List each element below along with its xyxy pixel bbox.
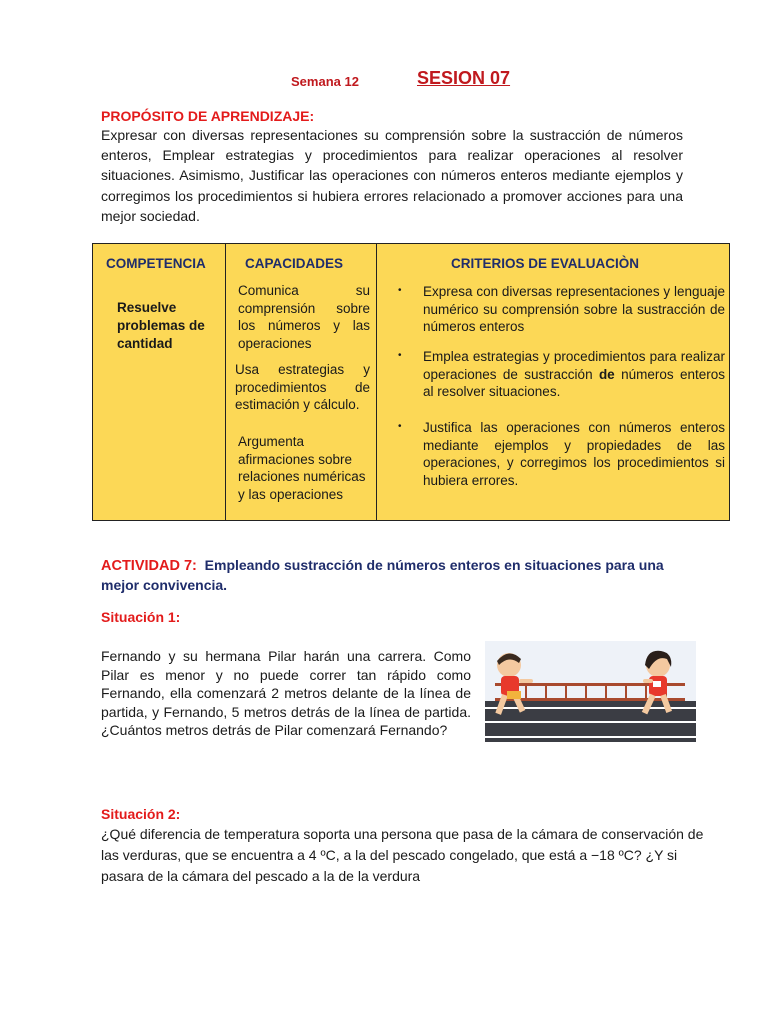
bullet-icon: • [398, 421, 402, 432]
competency-table [92, 243, 730, 521]
purpose-text: Expresar con diversas representaciones su comprensión sobre la sustracción de números enteros, Emplear estrategias y procedimientos para realizar operaciones al resolver situaciones. Asimismo, Justificar las operaciones con números enteros mediante ejemplos y corregimos los procedimientos si hubiera errores relacionado a promover acciones para una mejor sociedad. [101, 127, 683, 224]
situation2-text: ¿Qué diferencia de temperatura soporta una persona que pasa de la cámara de conservación de las verduras, que se encuentra a 4 ºC, a la del pescado congelado, que está a −18 ºC? ¿Y si pasara de la cámara del pescado a la de la verdura [101, 826, 704, 884]
criterio-item: Justifica las operaciones con números enteros mediante ejemplos y propiedades de las operaciones, y corregimos los procedimientos si hubiera errores. [423, 420, 725, 488]
capacidad-item: Usa estrategias y procedimientos de estimación y cálculo. [235, 362, 370, 412]
criterio-bold-word: de [598, 366, 615, 382]
criterio-item: Expresa con diversas representaciones y lenguaje numérico su comprensión sobre la sustracción de números enteros [423, 284, 725, 334]
week-label: Semana 12 [291, 74, 359, 89]
situation1-title: Situación 1: [101, 609, 181, 625]
capacidad-item: Comunica su comprensión sobre los números y las operaciones [238, 283, 370, 351]
runners-image [485, 641, 696, 742]
situation2-title: Situación 2: [101, 806, 181, 822]
bullet-icon: • [398, 350, 402, 361]
criterio-text: Emplea estrategias y procedimientos para realizar operaciones de sustracción [423, 349, 725, 382]
criterio-text: números enteros al resolver situaciones. [423, 366, 725, 399]
session-title: SESION 07 [417, 68, 511, 88]
purpose-heading: PROPÓSITO DE APRENDIZAJE: [101, 108, 315, 124]
activity-heading [101, 556, 701, 595]
header-capacidades: CAPACIDADES [245, 256, 344, 271]
situation1-text: Fernando y su hermana Pilar harán una carrera. Como Pilar es menor y no puede correr tan rápido como Fernando, ella comenzará 2 metros delante de la línea de partida, y Fernando, 5 metros detrás de la línea de partida. ¿Cuántos metros detrás de Pilar comenzará Fernando? [101, 648, 471, 738]
header-competencia: COMPETENCIA [106, 256, 206, 271]
competencia-text: Resuelve problemas de cantidad [117, 300, 205, 351]
activity-label: ACTIVIDAD 7: [101, 558, 197, 574]
bullet-icon: • [398, 285, 402, 296]
criterio-item [423, 348, 725, 401]
capacidad-item: Argumenta afirmaciones sobre relaciones numéricas y las operaciones [238, 434, 366, 502]
activity-title: Empleando sustracción de números enteros en situaciones para una mejor convivencia. [101, 557, 664, 593]
race-illustration [485, 641, 696, 742]
column-divider [225, 244, 226, 520]
header-criterios: CRITERIOS DE EVALUACIÒN [451, 256, 640, 271]
column-divider [376, 244, 377, 520]
